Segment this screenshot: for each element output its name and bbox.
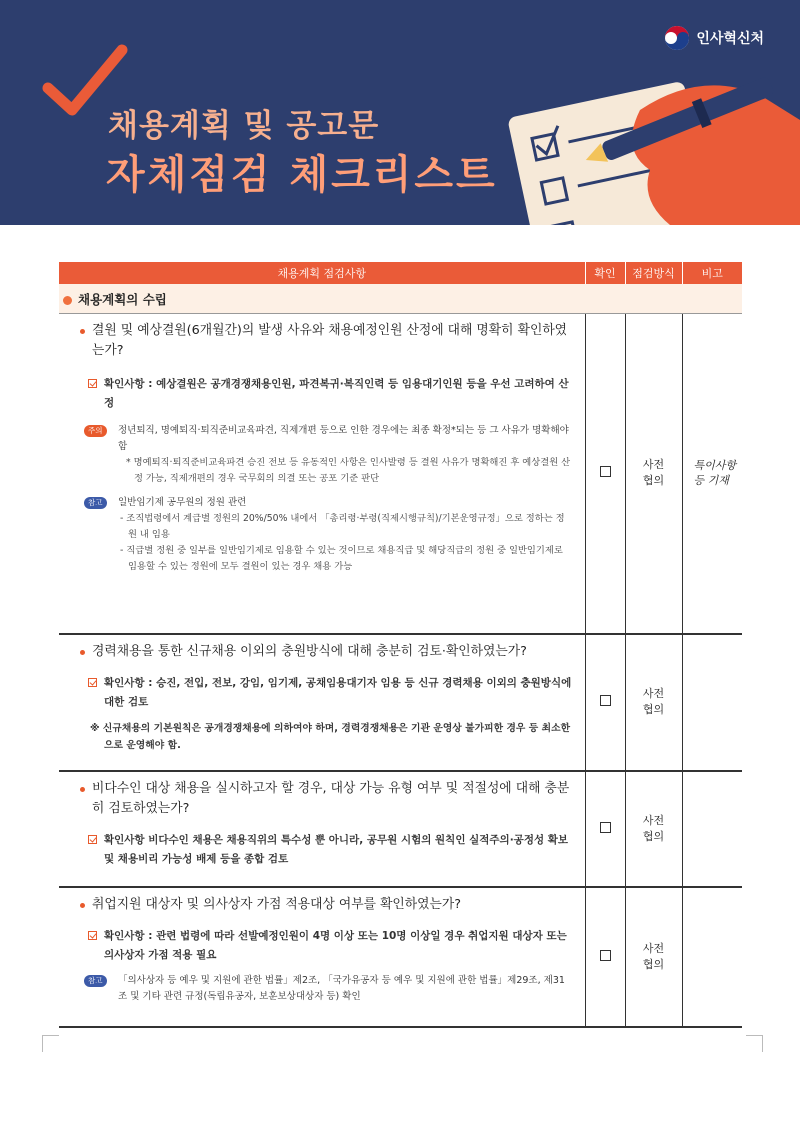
header-banner xyxy=(0,0,800,225)
remark-text: 특이사항 등 기재 xyxy=(693,459,737,488)
reference-note: 참고 일반임기제 공무원의 정원 관련 xyxy=(82,495,574,511)
check-item: 확인사항 : 승진, 전입, 전보, 강임, 임기제, 공채임용대기자 임용 등 신규 경력채용 이외의 충원방식에 대한 검토 xyxy=(82,674,574,712)
page-title-line2: 자체점검 체크리스트 xyxy=(106,152,498,198)
section-row xyxy=(59,284,742,314)
method-text: 사전 협의 xyxy=(642,941,665,971)
checkmark-icon xyxy=(88,835,97,844)
header-checkpoints: 채용계획 점검사항 xyxy=(59,262,585,284)
reference-tag: 참고 xyxy=(84,975,107,987)
table-row xyxy=(59,887,742,1027)
bullet-icon xyxy=(80,903,85,908)
table-row xyxy=(59,771,742,887)
checkmark-icon xyxy=(88,678,97,687)
header-remarks: 비고 xyxy=(682,262,742,284)
table-row xyxy=(59,314,742,634)
caution-tag: 주의 xyxy=(84,425,107,437)
reference-subnote: - 조직법령에서 계급별 정원의 20%/50% 내에서 「총리령·부령(직제시행규칙)/기본운영규정」으로 정하는 정원 내 임용 xyxy=(120,513,565,540)
checklist-table xyxy=(59,262,742,1028)
question-text: 결원 및 예상결원(6개월간)의 발생 사유와 채용예정인원 산정에 대해 명확히 확인하였는가? xyxy=(82,321,574,361)
confirm-checkbox[interactable] xyxy=(600,822,611,833)
check-item: 확인사항 비다수인 채용은 채용직위의 특수성 뿐 아니라, 공무원 시험의 원칙인 실적주의·공정성 확보 및 채용비리 가능성 배제 등을 종합 검토 xyxy=(82,831,574,869)
remark-note: ※ 신규채용의 기본원칙은 공개경쟁채용에 의하여야 하며, 경력경쟁채용은 기관 운영상 불가피한 경우 등 최소한으로 운영해야 함. xyxy=(90,722,571,751)
caution-subnote: * 명예퇴직·퇴직준비교육파견 승진 전보 등 유동적인 사항은 인사발령 등 결원 사유가 명확해진 후 예상결원 산정 가능, 직제개편의 경우 국무회의 의결 또는 공포 기준 판단 xyxy=(126,457,571,484)
confirm-checkbox[interactable] xyxy=(600,950,611,961)
bullet-icon xyxy=(80,329,85,334)
checkmark-icon xyxy=(88,379,97,388)
confirm-checkbox[interactable] xyxy=(600,695,611,706)
caution-note: 주의 정년퇴직, 명예퇴직·퇴직준비교육파견, 직제개편 등으로 인한 경우에는 최종 확정*되는 등 그 사유가 명확해야 함 xyxy=(82,423,574,455)
page-corner-mark xyxy=(746,1035,763,1052)
header-confirm: 확인 xyxy=(585,262,625,284)
table-header-row xyxy=(59,262,742,284)
organization-logo xyxy=(664,25,764,51)
reference-tag: 참고 xyxy=(84,497,107,509)
bullet-icon xyxy=(80,787,85,792)
bullet-icon xyxy=(80,650,85,655)
question-text: 취업지원 대상자 및 의사상자 가점 적용대상 여부를 확인하였는가? xyxy=(82,895,574,915)
taegeuk-icon xyxy=(664,25,690,51)
method-text: 사전 협의 xyxy=(642,458,665,488)
section-title: 채용계획의 수립 xyxy=(78,291,167,307)
check-item: 확인사항 : 관련 법령에 따라 선발예정인원이 4명 이상 또는 10명 이상일 경우 취업지원 대상자 또는 의사상자 가점 적용 필요 xyxy=(82,927,574,965)
reference-subnote: - 직급별 정원 중 일부를 일반임기제로 임용할 수 있는 것이므로 채용직급 및 해당직급의 정원 중 일반임기제로 임용할 수 있는 정원에 모두 결원이 있는 경우 채용 가능 xyxy=(120,545,563,572)
confirm-checkbox[interactable] xyxy=(600,466,611,477)
org-name: 인사혁신처 xyxy=(696,31,764,47)
method-text: 사전 협의 xyxy=(642,687,665,716)
question-text: 경력채용을 통한 신규채용 이외의 충원방식에 대해 충분히 검토·확인하였는가? xyxy=(82,642,574,662)
checklist-table-wrapper xyxy=(59,262,742,1028)
checkmark-icon xyxy=(88,931,97,940)
table-row xyxy=(59,634,742,771)
page-title-line1: 채용계획 및 공고문 xyxy=(108,108,380,144)
check-item: 확인사항 : 예상결원은 공개경쟁채용인원, 파견복귀·복직인력 등 임용대기인원 등을 우선 고려하여 산정 xyxy=(82,375,574,413)
page-corner-mark xyxy=(42,1035,59,1052)
reference-note: 참고 「의사상자 등 예우 및 지원에 관한 법률」제2조, 「국가유공자 등 예우 및 지원에 관한 법률」제29조, 제31조 및 기타 관련 규정(독립유공자, 보훈보상대상자 등) 확인 xyxy=(82,973,574,1005)
method-text: 사전 협의 xyxy=(642,813,665,843)
header-method: 점검방식 xyxy=(625,262,682,284)
section-bullet-icon xyxy=(63,296,72,305)
question-text: 비다수인 대상 채용을 실시하고자 할 경우, 대상 가능 유형 여부 및 적절성에 대해 충분히 검토하였는가? xyxy=(82,779,574,819)
